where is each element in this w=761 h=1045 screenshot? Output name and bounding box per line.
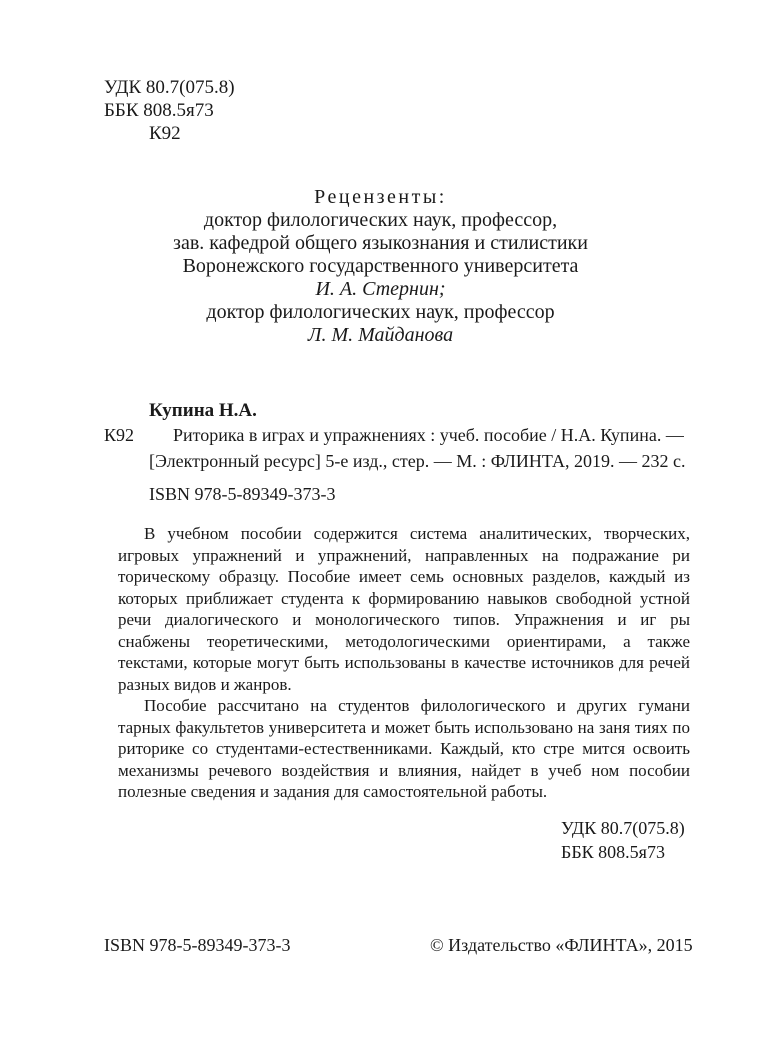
reviewer-name: И. А. Стернин; (315, 278, 446, 300)
udk-code-right: УДК 80.7(075.8) (561, 818, 685, 838)
abstract-line: мится освоить механизмы речевого воздействия и влияния, найдет в учеб (118, 739, 690, 780)
abstract-line: тарных факультетов университета и может быть использовано на заня (118, 717, 631, 737)
reviewer-line: доктор филологических наук, профессор, (203, 209, 558, 231)
abstract-line: устной речи диалогического и монологического типов. Упражнения и иг (118, 588, 690, 629)
bib-isbn: ISBN 978-5-89349-373-3 (149, 484, 336, 504)
author-heading: Купина Н.А. (149, 400, 257, 421)
abstract-paragraph (118, 523, 690, 695)
abstract-line: тиях по риторике со студентами-естественниками. Каждый, кто стре (118, 717, 690, 758)
bib-title-line: Риторика в играх и упражнениях : учеб. пособие / Н.А. Купина. — (173, 425, 684, 445)
abstract-line: торическому образцу. Пособие имеет семь основных разделов, каждый (118, 567, 675, 586)
udk-code: УДК 80.7(075.8) (104, 77, 235, 98)
footer-isbn: ISBN 978-5-89349-373-3 (104, 935, 291, 955)
bib-edition-line: [Электронный ресурс] 5-е изд., стер. — М. : ФЛИНТА, 2019. — 232 с. (149, 451, 686, 471)
bbk-code-right: ББК 808.5я73 (561, 842, 665, 862)
abstract-line: ном пособии полезные сведения и задания для самостоятельной работы. (118, 760, 690, 801)
abstract-line: В учебном пособии содержится система аналитических, творческих, (144, 524, 690, 543)
reviewer-line: зав. кафедрой общего языкознания и стилистики (173, 232, 588, 254)
reviewer-line: доктор филологических наук, профессор (206, 301, 555, 323)
bib-code: К92 (104, 425, 135, 445)
reviewers-block (0, 186, 761, 347)
abstract-line: Пособие рассчитано на студентов филологического и других гумани (144, 696, 690, 715)
bbk-code: ББК 808.5я73 (104, 100, 214, 121)
abstract-line: из которых приближает студента к формированию навыков свободной (118, 567, 690, 608)
abstract-paragraph (118, 695, 690, 803)
abstract-line: ры снабжены теоретическими, методологическими ориентирами, а также (118, 610, 690, 651)
author-mark: К92 (149, 123, 181, 144)
abstract (118, 523, 690, 803)
abstract-line: текстами, которые могут быть использованы в качестве источников для (118, 653, 650, 672)
reviewers-heading: Рецензенты: (314, 186, 447, 208)
reviewer-name: Л. М. Майданова (307, 324, 454, 346)
abstract-line: речей разных видов и жанров. (118, 653, 690, 694)
abstract-line: игровых упражнений и упражнений, направленных на подражание ри (118, 545, 690, 565)
reviewer-line: Воронежского государственного университета (182, 255, 579, 277)
copyright: © Издательство «ФЛИНТА», 2015 (430, 935, 693, 955)
